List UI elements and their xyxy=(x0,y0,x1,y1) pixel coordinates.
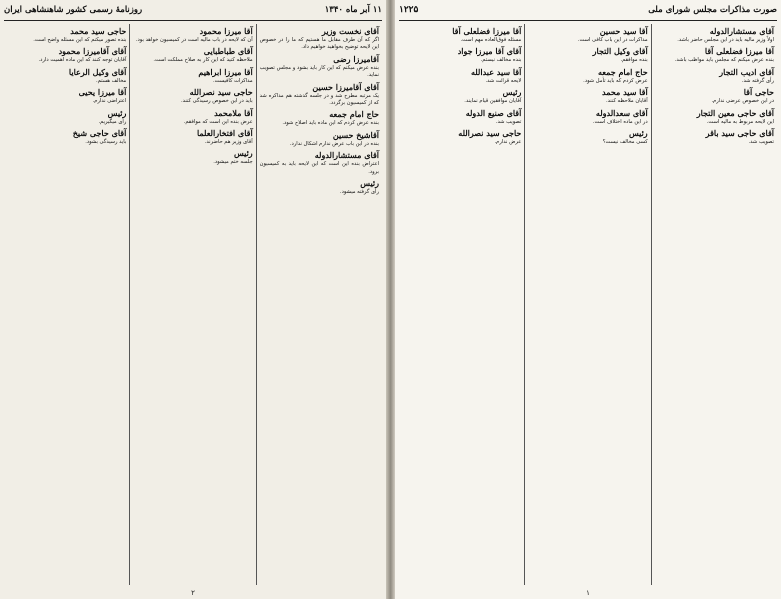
right-page-header xyxy=(399,0,777,21)
left-page xyxy=(0,0,386,599)
speaker-name: آقا میرزا فضلعلی آقا xyxy=(452,26,522,36)
speaker-entry xyxy=(133,108,252,126)
right-page-column xyxy=(651,24,777,585)
speaker-entry xyxy=(260,150,379,176)
speaker-name: آقا میرزا ابراهیم xyxy=(198,66,253,77)
speech-text: عرض کردم که باید تأمل شود. xyxy=(583,77,648,84)
speaker-entry xyxy=(655,128,774,146)
speech-text: آقایان توجه کنند که این ماده اهمیت دارد. xyxy=(38,57,127,64)
speaker-name: آقای آقامیرزا محمود xyxy=(58,46,127,57)
speaker-name: رئیس xyxy=(628,128,648,139)
speaker-entry xyxy=(528,26,647,44)
speaker-entry xyxy=(402,46,521,64)
speech-text: لایحه قرائت شد. xyxy=(485,77,522,84)
speaker-entry xyxy=(7,46,126,64)
left-page-column xyxy=(4,24,129,585)
speaker-name: آقای مستشارالدوله xyxy=(314,150,379,161)
speaker-entry xyxy=(7,128,126,146)
speaker-name: آقا میرزا فضلعلی آقا xyxy=(704,46,774,57)
speech-text: بنده مخالف نیستم. xyxy=(480,57,522,64)
speaker-entry xyxy=(655,46,774,64)
speaker-entry xyxy=(402,26,521,44)
speaker-entry xyxy=(260,26,379,52)
speaker-entry xyxy=(7,26,126,44)
speaker-name: آقا سید حسین xyxy=(599,26,648,36)
speaker-entry xyxy=(133,87,252,105)
speech-text: مذاکرات در این باب کافی است. xyxy=(577,37,648,43)
right-page xyxy=(395,0,781,599)
speech-text: بنده عرض کردم که این ماده باید اصلاح شود. xyxy=(282,120,379,127)
speech-text: اعتراضی ندارم. xyxy=(92,98,127,105)
book-spine xyxy=(386,0,395,599)
speaker-name: حاجی سید نصرالله xyxy=(189,87,253,98)
speech-text: بنده در این باب عرض ندارم اشکال ندارد. xyxy=(289,140,379,147)
left-columns xyxy=(4,24,382,585)
speaker-name: رئیس xyxy=(360,178,379,189)
speech-text: مسئله فوق‌العاده مهم است. xyxy=(460,37,522,43)
speech-text: مذاکرات کافیست. xyxy=(212,77,253,84)
speaker-name: حاجی آقا xyxy=(743,87,774,98)
speaker-entry xyxy=(7,108,126,126)
speaker-name: آقاشیخ حسین xyxy=(332,129,379,140)
speaker-entry xyxy=(655,108,774,126)
speaker-name: رئیس xyxy=(502,87,522,98)
speech-text: تصویب شد. xyxy=(495,118,522,125)
left-page-column xyxy=(129,24,255,585)
speaker-entry xyxy=(655,67,774,85)
speaker-name: آقای ادیب التجار xyxy=(719,66,774,77)
speaker-entry xyxy=(402,67,521,85)
speaker-name: آقای آقا میرزا جواد xyxy=(457,46,522,57)
speech-text: کسی مخالف نیست؟ xyxy=(602,139,648,146)
speech-text: آقای وزیر هم حاضرند. xyxy=(204,139,253,146)
speaker-entry xyxy=(260,178,379,196)
right-page-number: ۱ xyxy=(586,589,590,597)
speech-text: بنده عرض میکنم که این کار باید بشود و مجلس تصویب نماید. xyxy=(259,64,379,79)
speaker-name: آقا سید عبدالله xyxy=(470,66,522,77)
speech-text: آن که لایحه در باب مالیه است در کمیسیون خواهد بود. xyxy=(135,37,253,43)
left-page-header xyxy=(4,0,382,21)
speaker-entry xyxy=(260,130,379,148)
left-header-date: ۱۱ آبر ماه ۱۳۴۰ xyxy=(324,5,382,15)
speaker-name: آقا سید محمد xyxy=(602,87,648,98)
speech-text: اگر که آن طرف مقابل ما هستیم که ما را در خصوص این لایحه توضیح بخواهید خواهیم داد. xyxy=(259,37,379,51)
speaker-entry xyxy=(402,87,521,105)
speech-text: رأی گرفته میشود. xyxy=(339,189,379,196)
speech-text: جلسه ختم میشود. xyxy=(213,159,253,166)
speaker-name: آقای حاجی شیخ xyxy=(72,128,127,139)
speaker-entry xyxy=(133,128,252,146)
speaker-name: آقای سعدالدوله xyxy=(595,107,648,118)
speech-text: مخالف هستم. xyxy=(96,77,127,84)
speaker-name: حاج امام جمعه xyxy=(329,109,379,120)
speech-text: این لایحه مربوط به مالیه است. xyxy=(706,118,774,125)
speaker-entry xyxy=(528,87,647,105)
speaker-name: آقای افتخارالعلما xyxy=(196,128,253,139)
speech-text: رأی گرفته شد. xyxy=(741,77,774,84)
speaker-name: آقا میرزا یحیی xyxy=(78,87,127,98)
speech-text: عرض بنده این است که موافقم. xyxy=(183,118,253,125)
speaker-entry xyxy=(133,148,252,166)
speaker-name: آقای حاجی سید باقر xyxy=(705,128,774,139)
speech-text: رأی میگیریم. xyxy=(98,118,127,125)
speaker-name: آقای آقامیرزا حسین xyxy=(312,81,379,92)
speaker-entry xyxy=(528,46,647,64)
left-page-column xyxy=(256,24,382,585)
speaker-entry xyxy=(528,67,647,85)
left-page-number: ۲ xyxy=(191,589,195,597)
speaker-entry xyxy=(528,128,647,146)
speaker-name: رئیس xyxy=(107,107,127,118)
speech-text: در این ماده اختلاف است. xyxy=(592,118,648,125)
left-header-title: روزنامهٔ رسمی کشور شاهنشاهی ایران xyxy=(4,5,143,15)
right-page-column xyxy=(399,24,524,585)
speaker-name: آقا میرزا محمود xyxy=(199,26,253,36)
speaker-entry xyxy=(133,46,252,64)
speech-text: اعتراض بنده این است که این لایحه باید به کمیسیون برود. xyxy=(259,161,379,175)
speech-text: عرض ندارم. xyxy=(494,139,522,146)
speaker-name: آقای حاجی معین التجار xyxy=(696,107,774,118)
speaker-entry xyxy=(133,26,252,44)
speech-text: اولاً وزیر مالیه باید در این مجلس حاضر باشد. xyxy=(677,37,774,43)
speaker-name: آقای صنیع الدوله xyxy=(465,107,522,118)
speaker-name: حاج امام جمعه xyxy=(597,66,648,77)
speaker-name: حاجی سید نصرالله xyxy=(458,128,522,139)
speaker-entry xyxy=(402,108,521,126)
speaker-name: حاجی سید محمد xyxy=(70,26,127,36)
speech-text: در این خصوص عرضی ندارم. xyxy=(711,98,774,105)
speaker-entry xyxy=(528,108,647,126)
speaker-entry xyxy=(655,87,774,105)
speaker-entry xyxy=(133,67,252,85)
speaker-entry xyxy=(7,87,126,105)
speaker-name: آقا ملامحمد xyxy=(214,107,253,118)
speech-text: بنده موافقم. xyxy=(620,57,648,64)
right-header-number: ۱۲۲۵ xyxy=(399,5,419,15)
speaker-entry xyxy=(7,67,126,85)
speaker-name: آقای مستشارالدوله xyxy=(709,26,774,36)
speech-text: یک مرتبه مطرح شد و در جلسه گذشته هم مذاکره شد که از کمیسیون برگردد. xyxy=(259,92,379,107)
speaker-name: رئیس xyxy=(233,148,253,159)
speaker-entry xyxy=(260,82,379,108)
speaker-entry xyxy=(402,128,521,146)
speech-text: ملاحظه کنید که این کار به صلاح مملکت است. xyxy=(153,57,253,64)
speech-text: بنده تصور میکنم که این مسئله واضح است. xyxy=(33,37,127,43)
right-columns xyxy=(399,24,777,585)
speaker-name: آقای طباطبایی xyxy=(203,46,253,57)
speaker-entry xyxy=(260,109,379,127)
speech-text: باید رسیدگی بشود. xyxy=(85,139,127,146)
speaker-entry xyxy=(260,54,379,80)
speech-text: تصویب شد. xyxy=(748,139,774,146)
speaker-entry xyxy=(655,26,774,44)
speech-text: آقایان موافقین قیام نمایند. xyxy=(464,98,522,105)
speech-text: باید در این خصوص رسیدگی کنند. xyxy=(181,98,253,105)
speaker-name: آقامیرزا رضی xyxy=(333,53,379,64)
speaker-name: آقای نخست وزیر xyxy=(321,26,379,36)
speech-text: بنده عرض میکنم که مجلس باید مواظب باشد. xyxy=(674,57,774,64)
speech-text: آقایان ملاحظه کنند. xyxy=(605,98,648,105)
right-header-title: صورت مذاکرات مجلس شورای ملی xyxy=(648,5,777,15)
right-page-column xyxy=(524,24,650,585)
speaker-name: آقای وکیل الرعایا xyxy=(68,66,127,77)
speaker-name: آقای وکیل التجار xyxy=(592,46,648,57)
